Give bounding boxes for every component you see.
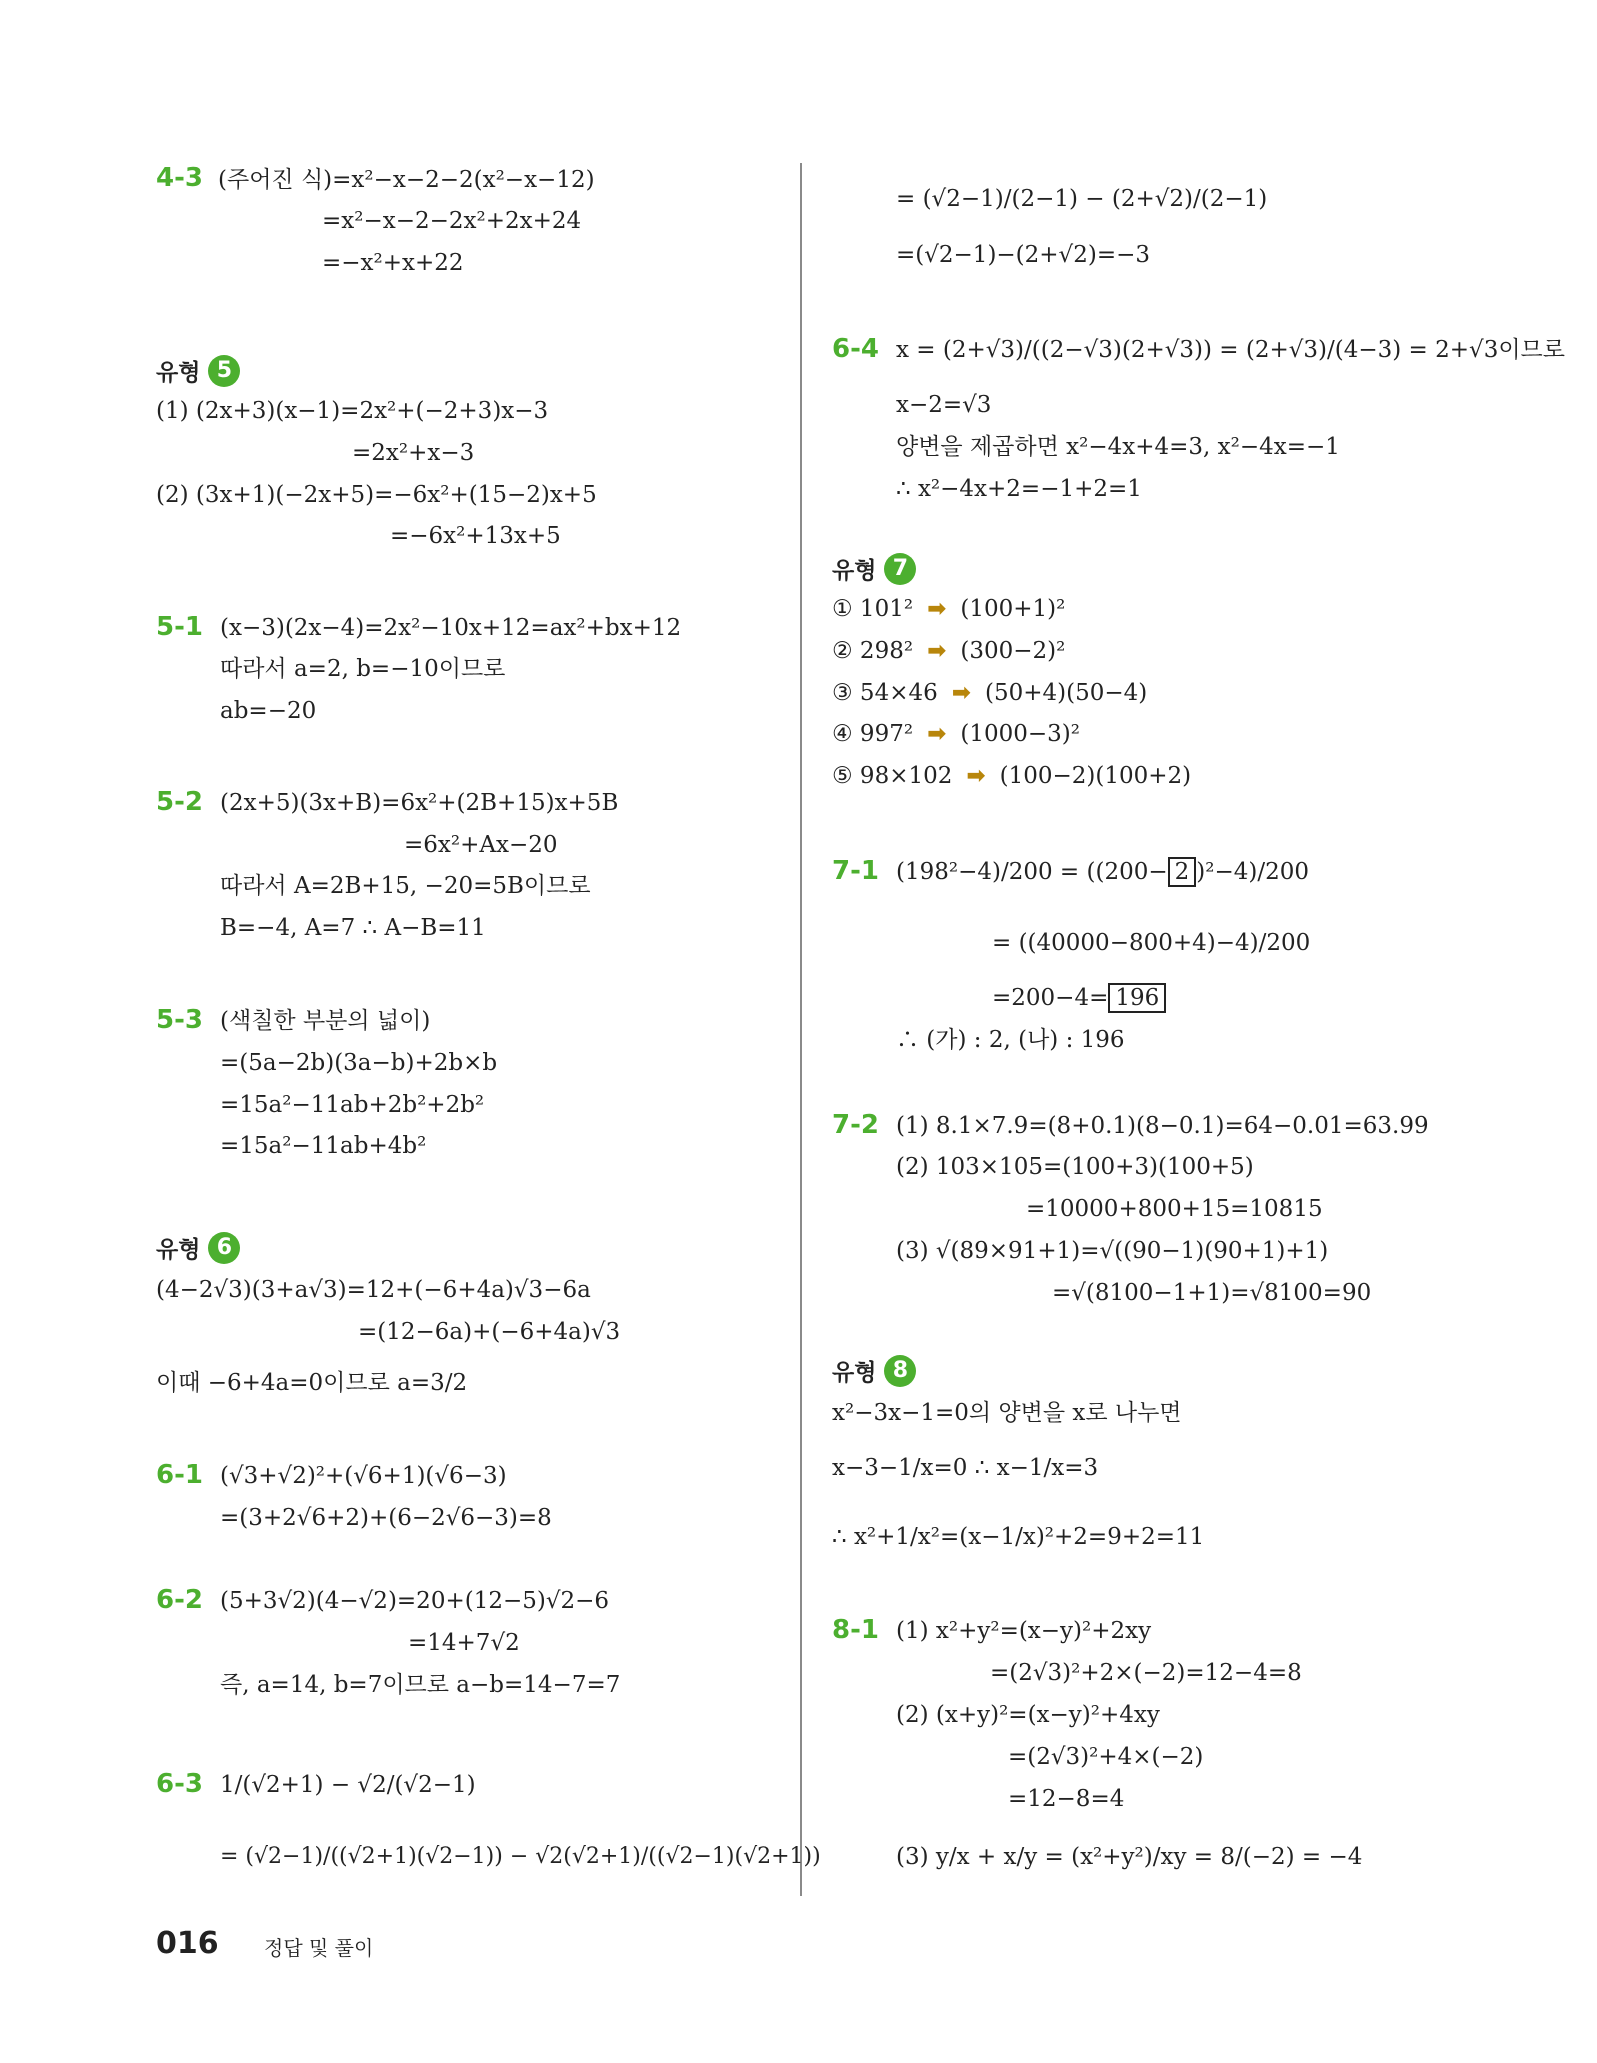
list-item [832,594,1065,624]
solution-line: (3) √(89×91+1)=√((90−1)(90+1)+1) [896,1238,1329,1264]
solution-line: ∴ x²−4x+2=−1+2=1 [896,476,1142,502]
solution-line: =12−8=4 [1008,1786,1125,1812]
problem-label: 6-1 [156,1460,203,1490]
arrow-right-icon: ➡ [966,763,986,789]
solution-line: 1/(√2+1) − √2/(√2−1) [220,1772,476,1798]
equation-text: =200−4= [992,985,1109,1011]
solution-line: = (√2−1)/((√2+1)(√2−1)) − √2(√2+1)/((√2−1)(√2+1)) [220,1844,821,1869]
problem-label: 5-2 [156,787,203,817]
solution-line: (1) x²+y²=(x−y)²+2xy [896,1618,1152,1644]
solution-line: (x−3)(2x−4)=2x²−10x+12=ax²+bx+12 [220,615,682,641]
problem-label: 8-1 [832,1615,879,1645]
section-title: 유형 [832,1360,877,1386]
solution-line: =6x²+Ax−20 [404,832,558,858]
solution-line: =(2√3)²+2×(−2)=12−4=8 [990,1660,1302,1686]
solution-line: (5+3√2)(4−√2)=20+(12−5)√2−6 [220,1588,610,1614]
solution-line: x−2=√3 [896,392,992,418]
list-item [832,761,1191,791]
arrow-right-icon: ➡ [951,680,972,706]
solution-line: (색칠한 부분의 넓이) [220,1008,431,1034]
item-expression: ② 298² [832,638,914,664]
item-expression: ③ 54×46 [832,680,938,706]
solution-line: (주어진 식)=x²−x−2−2(x²−x−12) [218,167,595,193]
problem-label: 4-3 [156,163,203,193]
item-expression: ④ 997² [832,721,914,747]
fraction-part: (198²−4)/200 = ((200− [896,859,1168,885]
solution-line: =14+7√2 [408,1630,520,1656]
problem-label: 6-2 [156,1585,203,1615]
solution-line: (√3+√2)²+(√6+1)(√6−3) [220,1463,507,1489]
footer-title: 정답 및 풀이 [264,1936,374,1960]
solution-line: 따라서 A=2B+15, −20=5B이므로 [220,873,591,899]
column-divider [800,163,802,1896]
solution-line: = ((40000−800+4)−4)/200 [992,930,1311,956]
solution-line: =2x²+x−3 [352,440,475,466]
solution-line: =15a²−11ab+2b²+2b² [220,1092,485,1118]
list-item [832,678,1147,708]
page-number: 016 [156,1926,219,1961]
problem-label: 6-3 [156,1769,203,1799]
solution-line: ab=−20 [220,698,317,724]
solution-line: (2x+5)(3x+B)=6x²+(2B+15)x+5B [220,790,619,816]
solution-line: =(5a−2b)(3a−b)+2b×b [220,1050,498,1076]
solution-line: 양변을 제곱하면 x²−4x+4=3, x²−4x=−1 [896,434,1340,460]
solution-line: ∴ (가) : 2, (나) : 196 [896,1027,1125,1053]
solution-line: =√(8100−1+1)=√8100=90 [1052,1280,1372,1306]
solution-line: (2) (3x+1)(−2x+5)=−6x²+(15−2)x+5 [156,482,597,508]
solution-line: = (√2−1)/(2−1) − (2+√2)/(2−1) [896,186,1268,212]
boxed-answer: 2 [1168,857,1197,887]
solution-line: =−6x²+13x+5 [390,523,561,549]
solution-line: 즉, a=14, b=7이므로 a−b=14−7=7 [220,1672,621,1698]
solution-line: (1) 8.1×7.9=(8+0.1)(8−0.1)=64−0.01=63.99 [896,1113,1429,1139]
solution-line: (2) 103×105=(100+3)(100+5) [896,1154,1254,1180]
solution-line: ∴ x²+1/x²=(x−1/x)²+2=9+2=11 [832,1524,1205,1550]
solution-line: =15a²−11ab+4b² [220,1133,427,1159]
section-heading-type-5 [156,354,240,387]
section-heading-type-6 [156,1231,240,1264]
section-title: 유형 [156,360,201,386]
item-rewrite: (300−2)² [960,638,1066,664]
item-rewrite: (1000−3)² [960,721,1080,747]
item-expression: ① 101² [832,596,914,622]
section-heading-type-8 [832,1354,916,1387]
solution-line: x = (2+√3)/((2−√3)(2+√3)) = (2+√3)/(4−3) = 2+√3이므로 [896,337,1565,363]
problem-label: 5-3 [156,1005,203,1035]
list-item [832,636,1065,666]
item-rewrite: (100+1)² [960,596,1066,622]
solution-line: x²−3x−1=0의 양변을 x로 나누면 [832,1400,1182,1426]
list-item [832,719,1080,749]
section-number-badge: 8 [884,1355,916,1387]
solution-line: =(12−6a)+(−6+4a)√3 [358,1319,621,1345]
solution-line: =(3+2√6+2)+(6−2√6−3)=8 [220,1505,552,1531]
solution-line [992,983,1166,1013]
section-heading-type-7 [832,552,916,585]
solution-line [896,857,1309,887]
solution-line: x−3−1/x=0 ∴ x−1/x=3 [832,1455,1099,1481]
arrow-right-icon: ➡ [927,596,947,622]
solution-line: (1) (2x+3)(x−1)=2x²+(−2+3)x−3 [156,398,549,424]
solution-line: 따라서 a=2, b=−10이므로 [220,656,506,682]
solution-line: =10000+800+15=10815 [1026,1196,1323,1222]
problem-label: 5-1 [156,612,203,642]
solution-line: =(2√3)²+4×(−2) [1008,1744,1204,1770]
solution-line: =−x²+x+22 [322,250,464,276]
problem-label: 7-2 [832,1110,879,1140]
solution-line: B=−4, A=7 ∴ A−B=11 [220,915,486,941]
section-number-badge: 5 [208,355,240,387]
section-number-badge: 6 [208,1232,240,1264]
section-title: 유형 [156,1237,201,1263]
arrow-right-icon: ➡ [927,638,947,664]
section-title: 유형 [832,558,877,584]
solution-line: (3) y/x + x/y = (x²+y²)/xy = 8/(−2) = −4 [896,1844,1363,1870]
solution-line: 이때 −6+4a=0이므로 a=3/2 [156,1370,468,1396]
problem-label: 6-4 [832,334,879,364]
item-rewrite: (50+4)(50−4) [985,680,1148,706]
boxed-answer: 196 [1108,983,1166,1013]
section-number-badge: 7 [884,553,916,585]
solution-line: =(√2−1)−(2+√2)=−3 [896,242,1150,268]
solution-line: (2) (x+y)²=(x−y)²+4xy [896,1702,1160,1728]
problem-label: 7-1 [832,856,879,886]
arrow-right-icon: ➡ [927,721,947,747]
item-expression: ⑤ 98×102 [832,763,953,789]
solution-line: (4−2√3)(3+a√3)=12+(−6+4a)√3−6a [156,1277,591,1303]
item-rewrite: (100−2)(100+2) [999,763,1192,789]
solution-line: =x²−x−2−2x²+2x+24 [322,208,582,234]
fraction-part: )²−4)/200 [1196,859,1310,885]
